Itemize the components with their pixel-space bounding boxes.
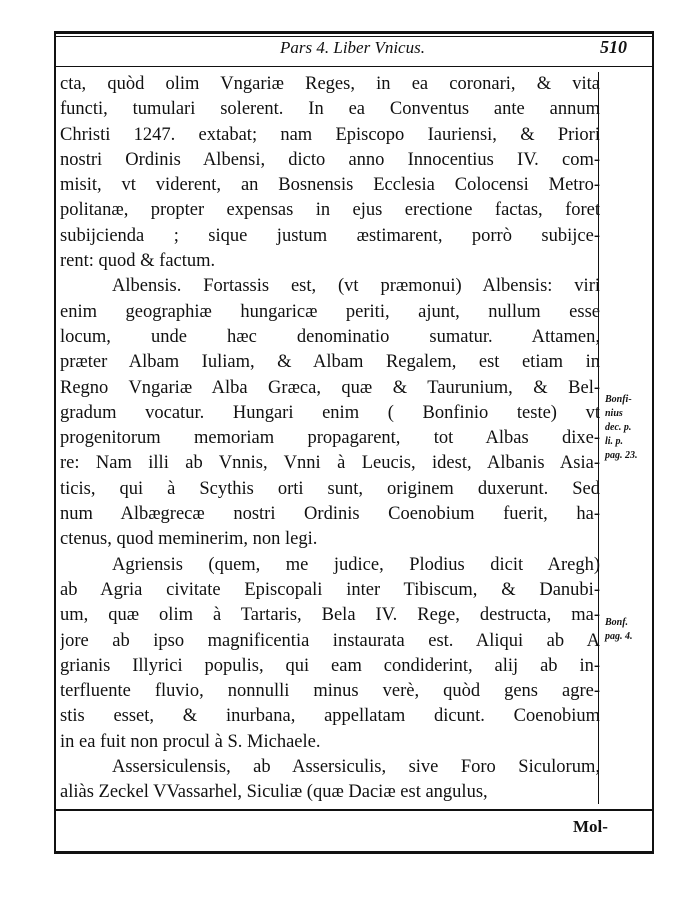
text-line: gradum vocatur. Hungari enim ( Bonfinio teste) vt: [60, 402, 600, 423]
text-line: in ea fuit non procul à S. Michaele.: [60, 731, 321, 752]
margin-note-line: pag. 4.: [605, 631, 633, 642]
text-line: Agriensis (quem, me judice, Plodius dicit Aregh): [112, 554, 600, 575]
margin-note-bonf: [605, 616, 633, 644]
text-line: jore ab ipso magnificentia instaurata est. Aliqui ab A: [60, 630, 600, 651]
text-line: nostri Ordinis Albensi, dicto anno Innocentius IV. com-: [60, 149, 600, 170]
header-rule: [54, 66, 654, 67]
frame-right-rule: [652, 31, 654, 853]
text-line: ctenus, quod meminerim, non legi.: [60, 529, 318, 550]
frame-left-rule: [54, 31, 56, 853]
margin-note-line: li. p.: [605, 436, 624, 447]
text-line: subijcienda ; sique justum æstimarent, porrò subijce-: [60, 225, 600, 246]
bottom-rule: [54, 809, 654, 811]
margin-note-bonfinius: [605, 393, 638, 463]
text-line: aliàs Zeckel VVassarhel, Siculiæ (quæ Daciæ est angulus,: [60, 782, 488, 803]
text-line: ab Agria civitate Episcopali inter Tibiscum, & Danubi-: [60, 579, 600, 600]
text-line: Christi 1247. extabat; nam Episcopo Iauriensi, & Priori: [60, 124, 600, 145]
margin-note-line: pag. 23.: [605, 450, 638, 461]
text-line: cta, quòd olim Vngariæ Reges, in ea coronari, & vita: [60, 74, 600, 94]
frame-top-rule: [54, 31, 654, 34]
text-line: politanæ, propter expensas in ejus erectione factas, foret: [60, 200, 600, 221]
text-line: rent: quod & factum.: [60, 251, 216, 272]
text-line: præter Albam Iuliam, & Albam Regalem, est etiam in: [60, 352, 600, 373]
text-line: enim geographiæ hungaricæ periti, ajunt, nullum esse: [60, 301, 600, 322]
text-line: Albensis. Fortassis est, (vt præmonui) Albensis: viri: [112, 276, 600, 297]
margin-note-line: dec. p.: [605, 422, 632, 433]
running-title: Pars 4. Liber Vnicus.: [280, 38, 425, 57]
text-line: re: Nam illi ab Vnnis, Vnni à Leucis, idest, Albanis Asia-: [60, 453, 600, 474]
text-line: misit, vt viderent, an Bosnensis Ecclesia Colocensi Metro-: [60, 175, 600, 196]
text-line: progenitorum memoriam propagarent, tot Albas dixe-: [60, 428, 600, 449]
text-line: Assersiculensis, ab Assersiculis, sive Foro Siculorum,: [112, 757, 600, 778]
text-line: terfluente fluvio, nonnulli minus verè, quòd gens agre-: [60, 681, 600, 702]
text-line: grianis Illyrici populis, qui eam condiderint, alij ab in-: [60, 655, 600, 676]
text-line: ticis, qui à Scythis orti sunt, originem duxerunt. Sed: [60, 478, 600, 499]
margin-note-line: Bonf.: [605, 617, 629, 628]
text-line: num Albægrecæ nostri Ordinis Coenobium fuerit, ha-: [60, 504, 600, 525]
page-number: 510: [600, 37, 627, 57]
frame-bottom-rule: [54, 851, 654, 854]
text-line: um, quæ olim à Tartaris, Bela IV. Rege, destructa, ma-: [60, 605, 600, 626]
frame-top-inner-rule: [54, 36, 654, 37]
margin-note-line: Bonfi-: [605, 394, 632, 405]
body-text: [60, 72, 600, 806]
text-line: functi, tumulari solerent. In ea Conventus ante annum: [60, 99, 600, 120]
text-line: locum, unde hæc denominatio sumatur. Attamen,: [60, 326, 600, 347]
text-line: Regno Vngariæ Alba Græca, quæ & Taurunium, & Bel-: [60, 377, 600, 398]
text-line: stis esset, & inurbana, appellatam dicunt. Coenobium: [60, 706, 600, 727]
margin-note-line: nius: [605, 408, 623, 419]
catchword: Mol-: [573, 817, 608, 836]
